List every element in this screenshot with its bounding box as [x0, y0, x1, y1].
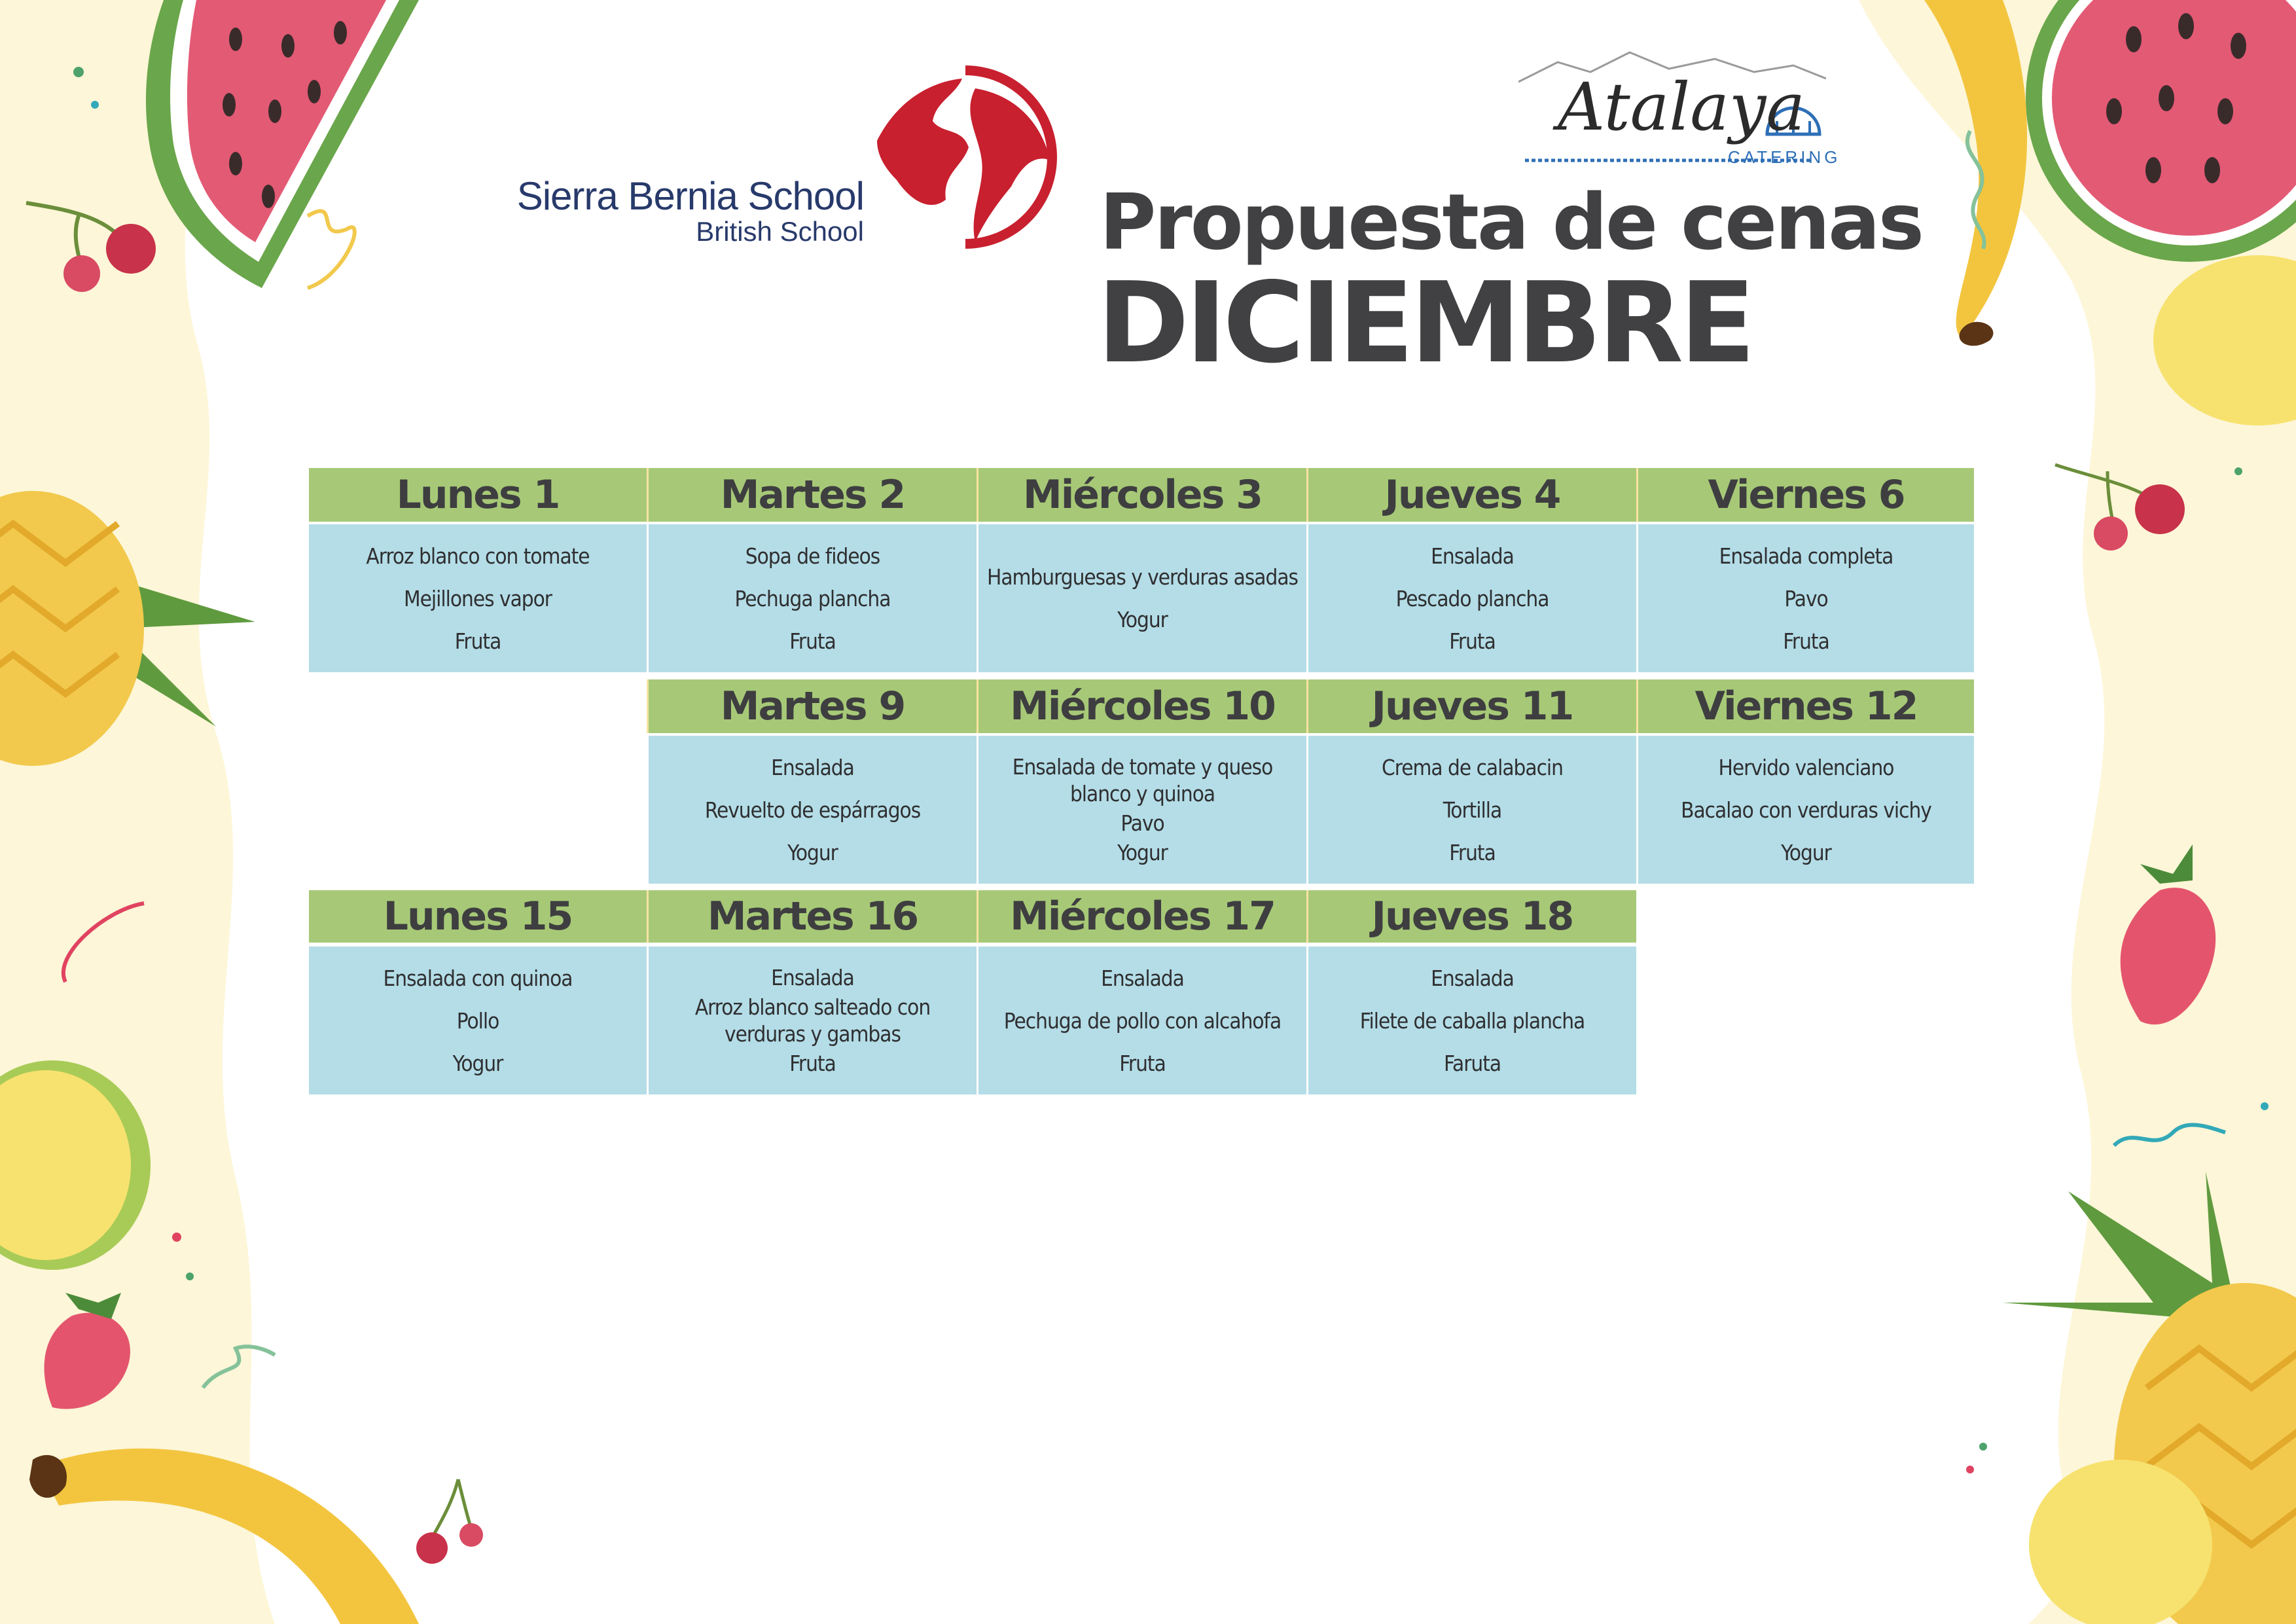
menu-item: Filete de caballa plancha [1359, 1007, 1585, 1034]
day-menu [977, 947, 1306, 1094]
menu-item: Hamburguesas y verduras asadas [986, 564, 1298, 590]
menu-item: Fruta [1449, 839, 1496, 865]
menu-item: Pavo [1784, 585, 1828, 611]
menu-item: Ensalada [1431, 543, 1514, 569]
day-header: Martes 2 [647, 468, 977, 522]
day-header: Martes 16 [647, 890, 977, 943]
page-month: DICIEMBRE [1097, 259, 1752, 388]
menu-item: Crema de calabacin [1382, 754, 1563, 780]
menu-item: Yogur [452, 1050, 503, 1076]
menu-item: Ensalada [771, 754, 854, 780]
day-menu [977, 524, 1306, 672]
caterer-script-name: Atalaya [1558, 69, 1805, 145]
menu-item: Arroz blanco salteado con verduras y gambas [694, 994, 931, 1047]
menu-item: Ensalada [1101, 965, 1184, 991]
day-menu [1636, 524, 1974, 672]
day-menu [1306, 524, 1636, 672]
day-header: Viernes 6 [1636, 468, 1974, 522]
menu-item: Mejillones vapor [403, 585, 552, 611]
menu-item: Pechuga de pollo con alcahofa [1003, 1007, 1282, 1034]
menu-item: Fruta [1449, 628, 1496, 654]
menu-item: Pescado plancha [1395, 585, 1549, 611]
school-name: Sierra Bernia School [516, 174, 864, 218]
menu-item: Pollo [456, 1007, 499, 1034]
day-menu [977, 736, 1306, 884]
menu-item: Yogur [1117, 607, 1168, 632]
menu-item: Arroz blanco con tomate [366, 543, 590, 569]
menu-item: Fruta [789, 1051, 836, 1076]
day-header: Martes 9 [647, 679, 977, 733]
day-menu [647, 524, 977, 672]
menu-item: Ensalada con quinoa [383, 965, 573, 991]
lemon-bottom-right-icon [2029, 1460, 2212, 1624]
menu-item: Ensalada [1431, 965, 1514, 991]
caterer-logo [1518, 36, 1841, 173]
school-subtitle: British School [696, 216, 864, 247]
menu-item: Ensalada de tomate y queso blanco y quinoa [1012, 754, 1273, 806]
menu-item: Yogur [787, 839, 838, 865]
day-menu [647, 947, 977, 1094]
menu-item: Revuelto de espárragos [704, 797, 921, 823]
day-menu [647, 736, 977, 884]
menu-item: Bacalao con verduras vichy [1681, 797, 1931, 823]
menu-item: Hervido valenciano [1718, 754, 1894, 780]
day-header: Lunes 1 [309, 468, 647, 522]
day-menu [1306, 947, 1636, 1094]
menu-item: Pavo [1121, 810, 1164, 836]
day-menu [309, 524, 647, 672]
day-header: Lunes 15 [309, 890, 647, 943]
menu-item: Fruta [1783, 628, 1829, 654]
globe-icon [870, 62, 1060, 252]
day-header: Jueves 4 [1306, 468, 1636, 522]
watermelon-top-left-icon [146, 0, 419, 288]
day-header: Jueves 18 [1306, 890, 1636, 943]
day-header: Miércoles 3 [977, 468, 1306, 522]
menu-item: Ensalada completa [1719, 543, 1893, 569]
menu-item: Fruta [1119, 1050, 1166, 1076]
cherries-bottom-left-icon [416, 1479, 483, 1564]
menu-item: Tortilla [1443, 797, 1502, 823]
menu-item: Faruta [1443, 1050, 1501, 1076]
menu-item: Ensalada [771, 965, 854, 990]
menu-item: Pechuga plancha [734, 585, 891, 611]
school-logo [478, 62, 1001, 259]
menu-item: Yogur [1117, 840, 1168, 865]
day-header: Miércoles 10 [977, 679, 1306, 733]
menu-item: Fruta [789, 628, 836, 654]
day-menu [1306, 736, 1636, 884]
caterer-word: CATERING [1728, 147, 1841, 167]
menu-item: Sopa de fideos [745, 543, 880, 569]
day-header: Jueves 11 [1306, 679, 1636, 733]
day-header: Viernes 12 [1636, 679, 1974, 733]
page-title: Propuesta de cenas [1100, 177, 1923, 267]
day-menu [309, 947, 647, 1094]
day-menu [1636, 736, 1974, 884]
menu-item: Yogur [1781, 839, 1831, 865]
day-header: Miércoles 17 [977, 890, 1306, 943]
menu-item: Fruta [454, 628, 501, 654]
